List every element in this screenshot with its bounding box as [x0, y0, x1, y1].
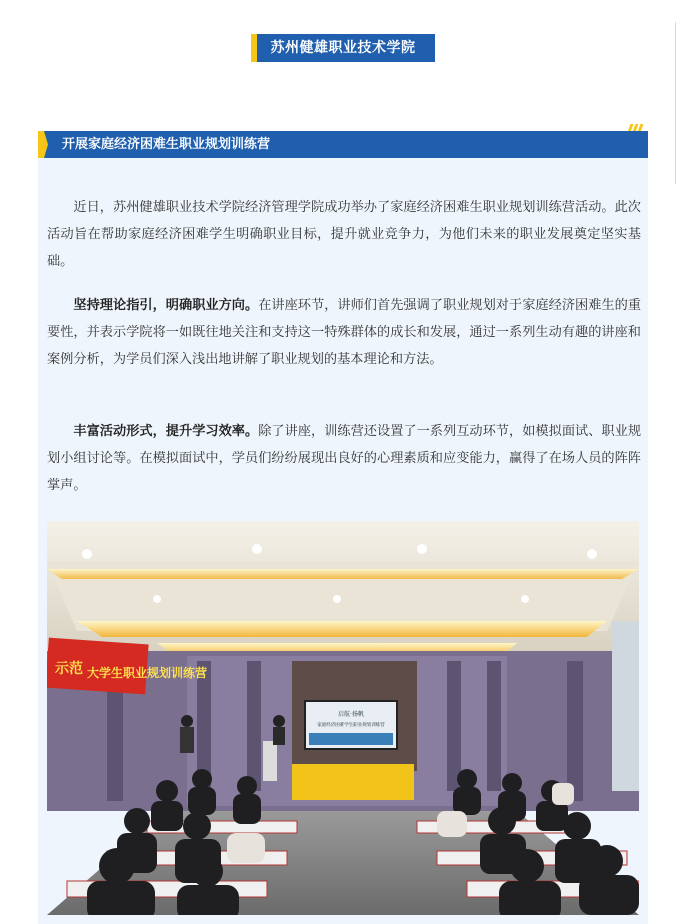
- paragraph-text: 除了讲座，训练营还设置了一系列互动环节，如模拟面试、职业规划小组讨论等。在模拟面试中，学员们纷纷展现出良好的心理素质和应变能力，赢得了在场人员的阵阵掌声。: [47, 424, 642, 493]
- divider: [675, 22, 676, 184]
- event-photo: [47, 521, 639, 915]
- banner-text: 大学生职业规划训练营: [87, 666, 208, 680]
- section-title: 开展家庭经济困难生职业规划训练营: [62, 137, 271, 152]
- paragraph-lead: 坚持理论指引，明确职业方向。: [73, 298, 259, 313]
- article-paragraph-2: [47, 292, 641, 373]
- paragraph-lead: 丰富活动形式，提升学习效率。: [73, 424, 259, 439]
- banner-prefix: 示范: [55, 661, 83, 677]
- school-name-badge: 苏州健雄职业技术学院: [251, 34, 435, 62]
- article-paragraph-3: [47, 418, 641, 499]
- section-title-bar: [38, 131, 648, 158]
- paragraph-text: 在讲座环节，讲师们首先强调了职业规划对于家庭经济困难生的重要性，并表示学院将一如既往地关注和支持这一特殊群体的成长和发展，通过一系列生动有趣的讲座和案例分析，为学员们深入浅出地讲解了职业规划的基本理论和方法。: [47, 298, 642, 367]
- screen-line2: 家庭经济困难学生职业规划训练营: [317, 723, 385, 728]
- section-accent: [38, 131, 48, 158]
- screen-line1: 启航·扬帆: [338, 711, 364, 718]
- article-paragraph-1: [47, 194, 641, 275]
- paragraph-text: 近日，苏州健雄职业技术学院经济管理学院成功举办了家庭经济困难生职业规划训练营活动。此次活动旨在帮助家庭经济困难学生明确职业目标，提升就业竞争力，为他们未来的职业发展奠定坚实基础。: [47, 200, 641, 269]
